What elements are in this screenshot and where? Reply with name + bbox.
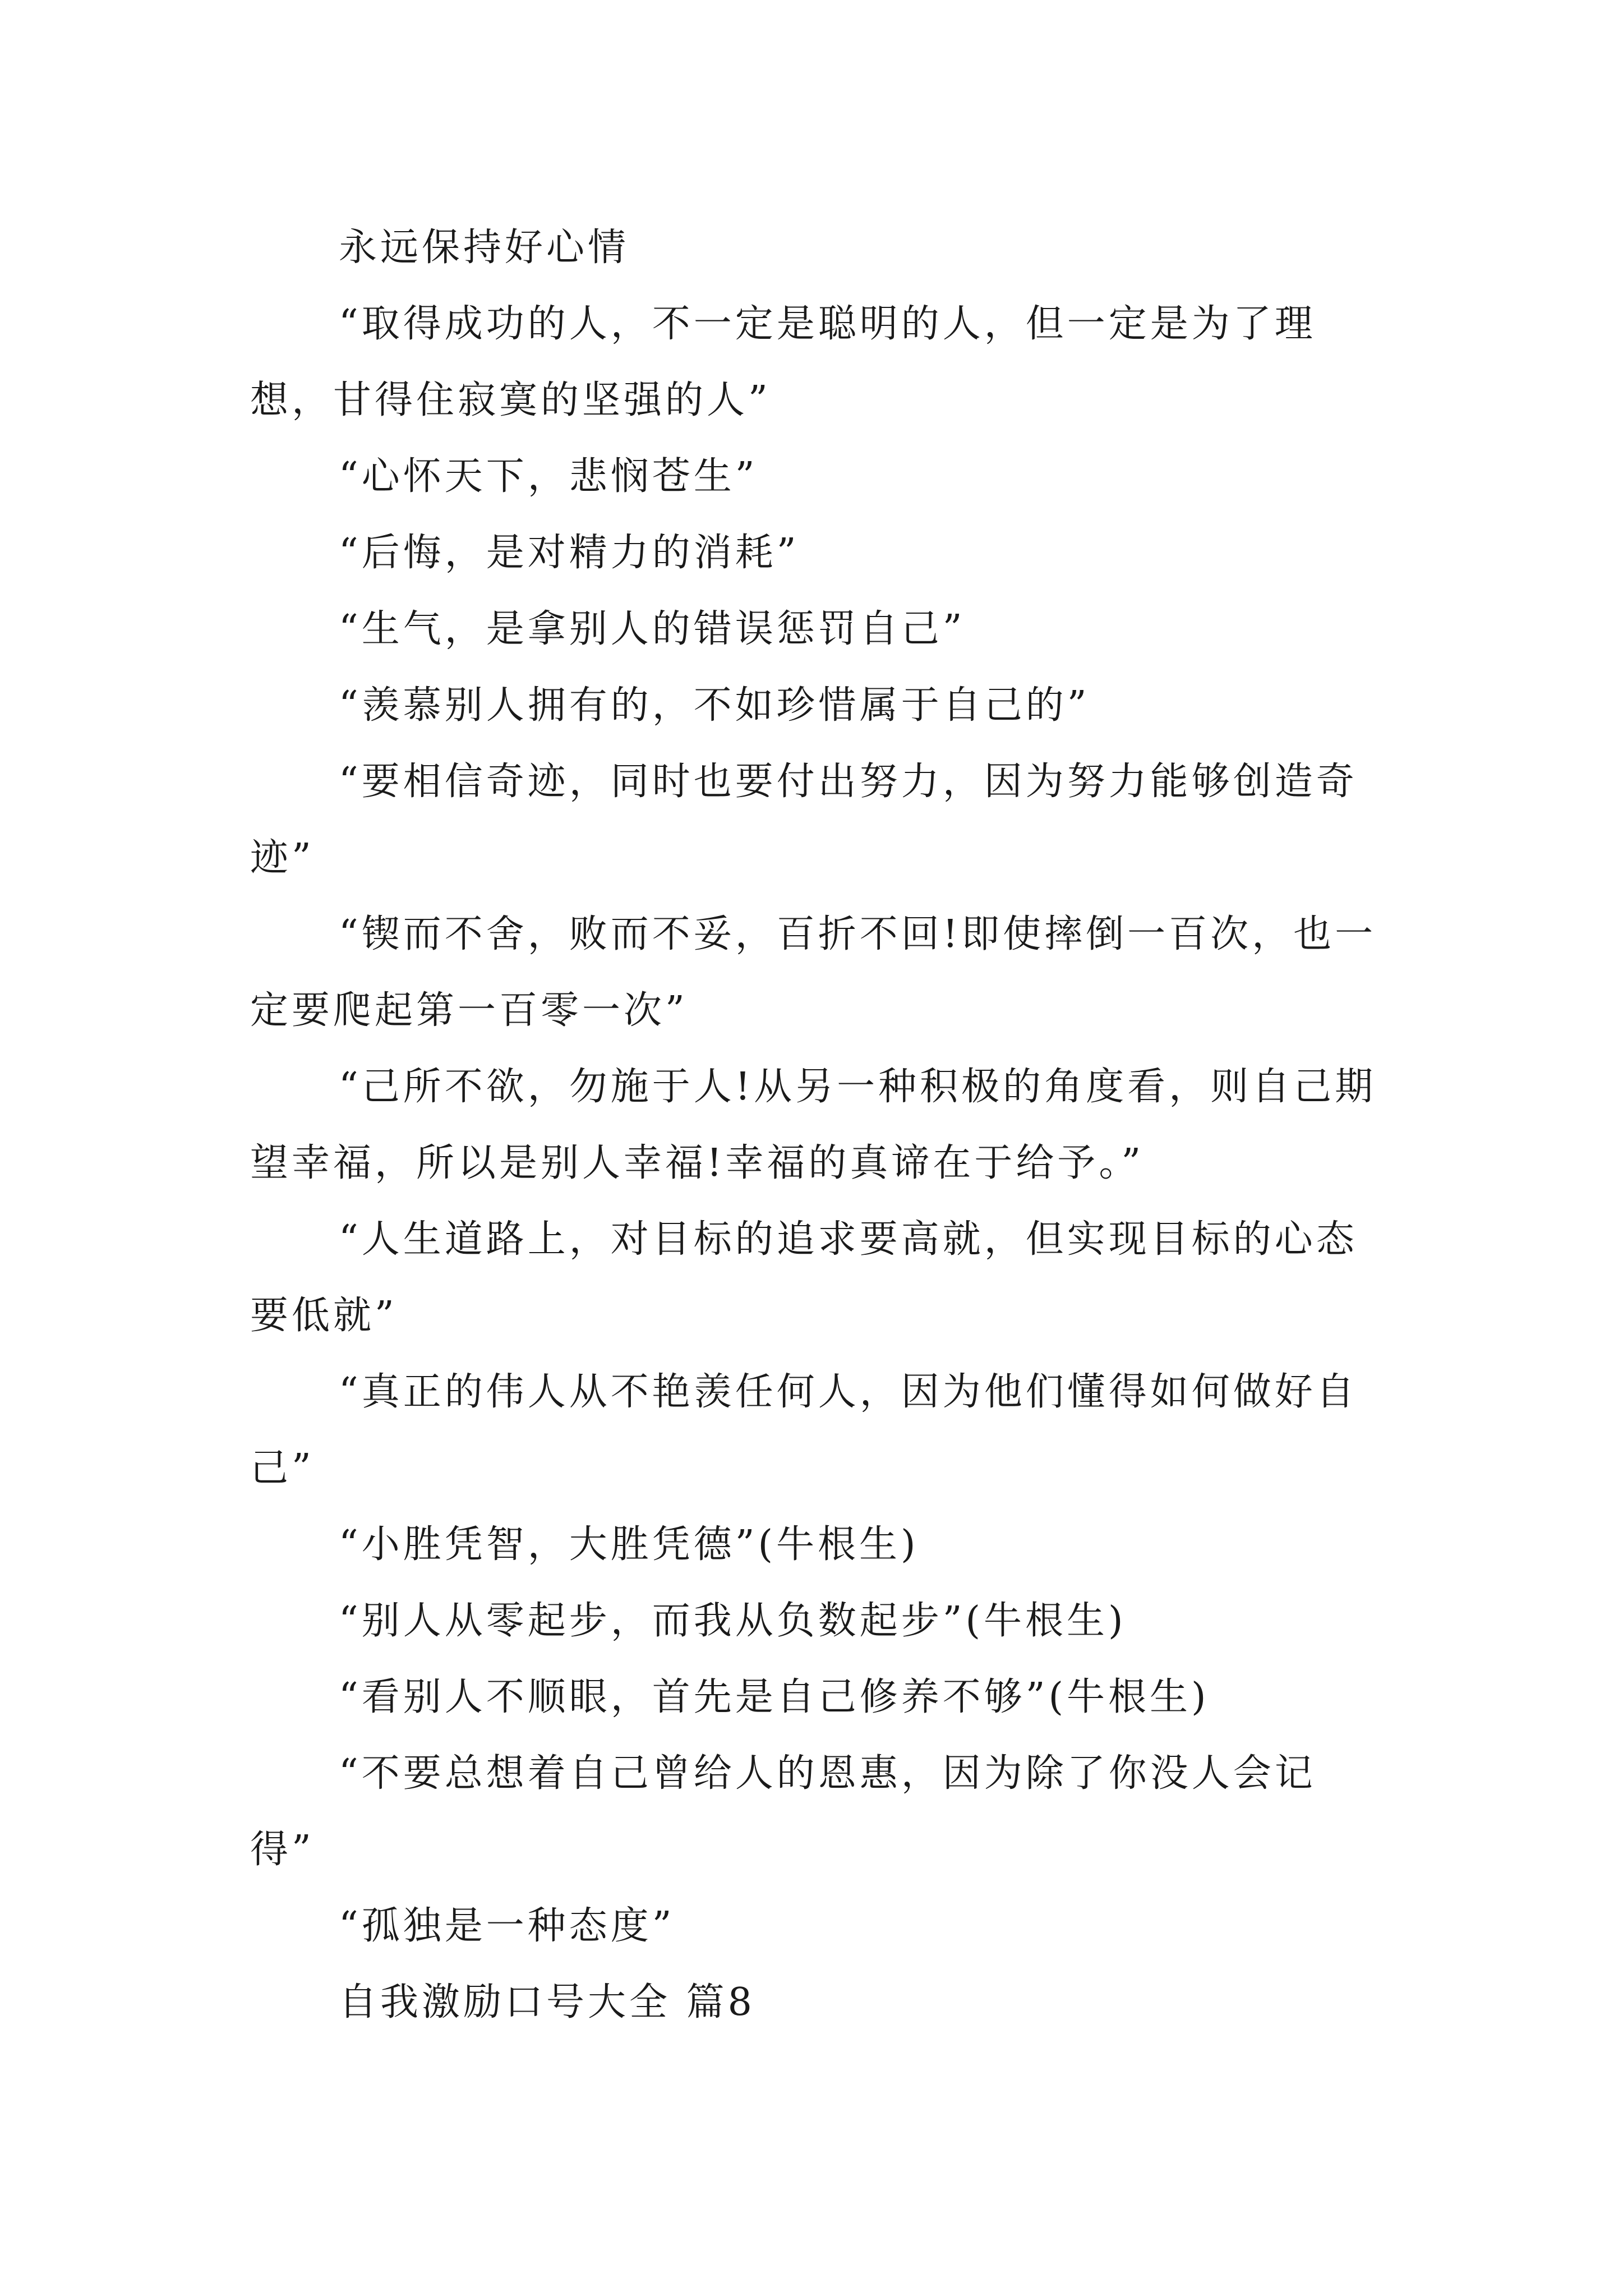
quote-paragraph: “锲而不舍，败而不妥，百折不回!即使摔倒一百次，也一定要爬起第一百零一次” [250,912,1377,1033]
quote-paragraph: “心怀天下，悲悯苍生” [339,454,758,499]
quote-paragraph: “不要总想着自己曾给人的恩惠，因为除了你没人会记得” [250,1751,1316,1872]
quote-paragraph: “真正的伟人从不艳羡任何人，因为他们懂得如何做好自己” [250,1370,1358,1490]
quote-paragraph: “后悔，是对精力的消耗” [339,531,800,575]
quote-paragraph: “生气，是拿别人的错误惩罚自己” [339,607,966,651]
quote-paragraph: “别人从零起步，而我从负数起步”(牛根生) [339,1599,1127,1643]
quote-paragraph: “羡慕别人拥有的，不如珍惜属于自己的” [339,683,1090,728]
document-body [250,210,1377,2041]
quote-paragraph: “孤独是一种态度” [339,1904,675,1948]
quote-paragraph: “小胜凭智，大胜凭德”(牛根生) [339,1522,919,1567]
heading-line: 永远保持好心情 [339,226,630,270]
quote-paragraph: “取得成功的人，不一定是聪明的人，但一定是为了理想，甘得住寂寞的坚强的人” [250,302,1316,422]
quote-paragraph: “人生道路上，对目标的追求要高就，但实现目标的心态要低就” [250,1217,1358,1338]
quote-paragraph: “要相信奇迹，同时也要付出努力，因为努力能够创造奇迹” [250,760,1358,880]
quote-paragraph: “看别人不顺眼，首先是自己修养不够”(牛根生) [339,1675,1210,1719]
section-heading: 自我激励口号大全 篇8 [339,1980,755,2024]
quote-paragraph: “己所不欲，勿施于人!从另一种积极的角度看，则自己期望幸福，所以是别人幸福!幸福的真谛在于给予。” [250,1065,1377,1185]
